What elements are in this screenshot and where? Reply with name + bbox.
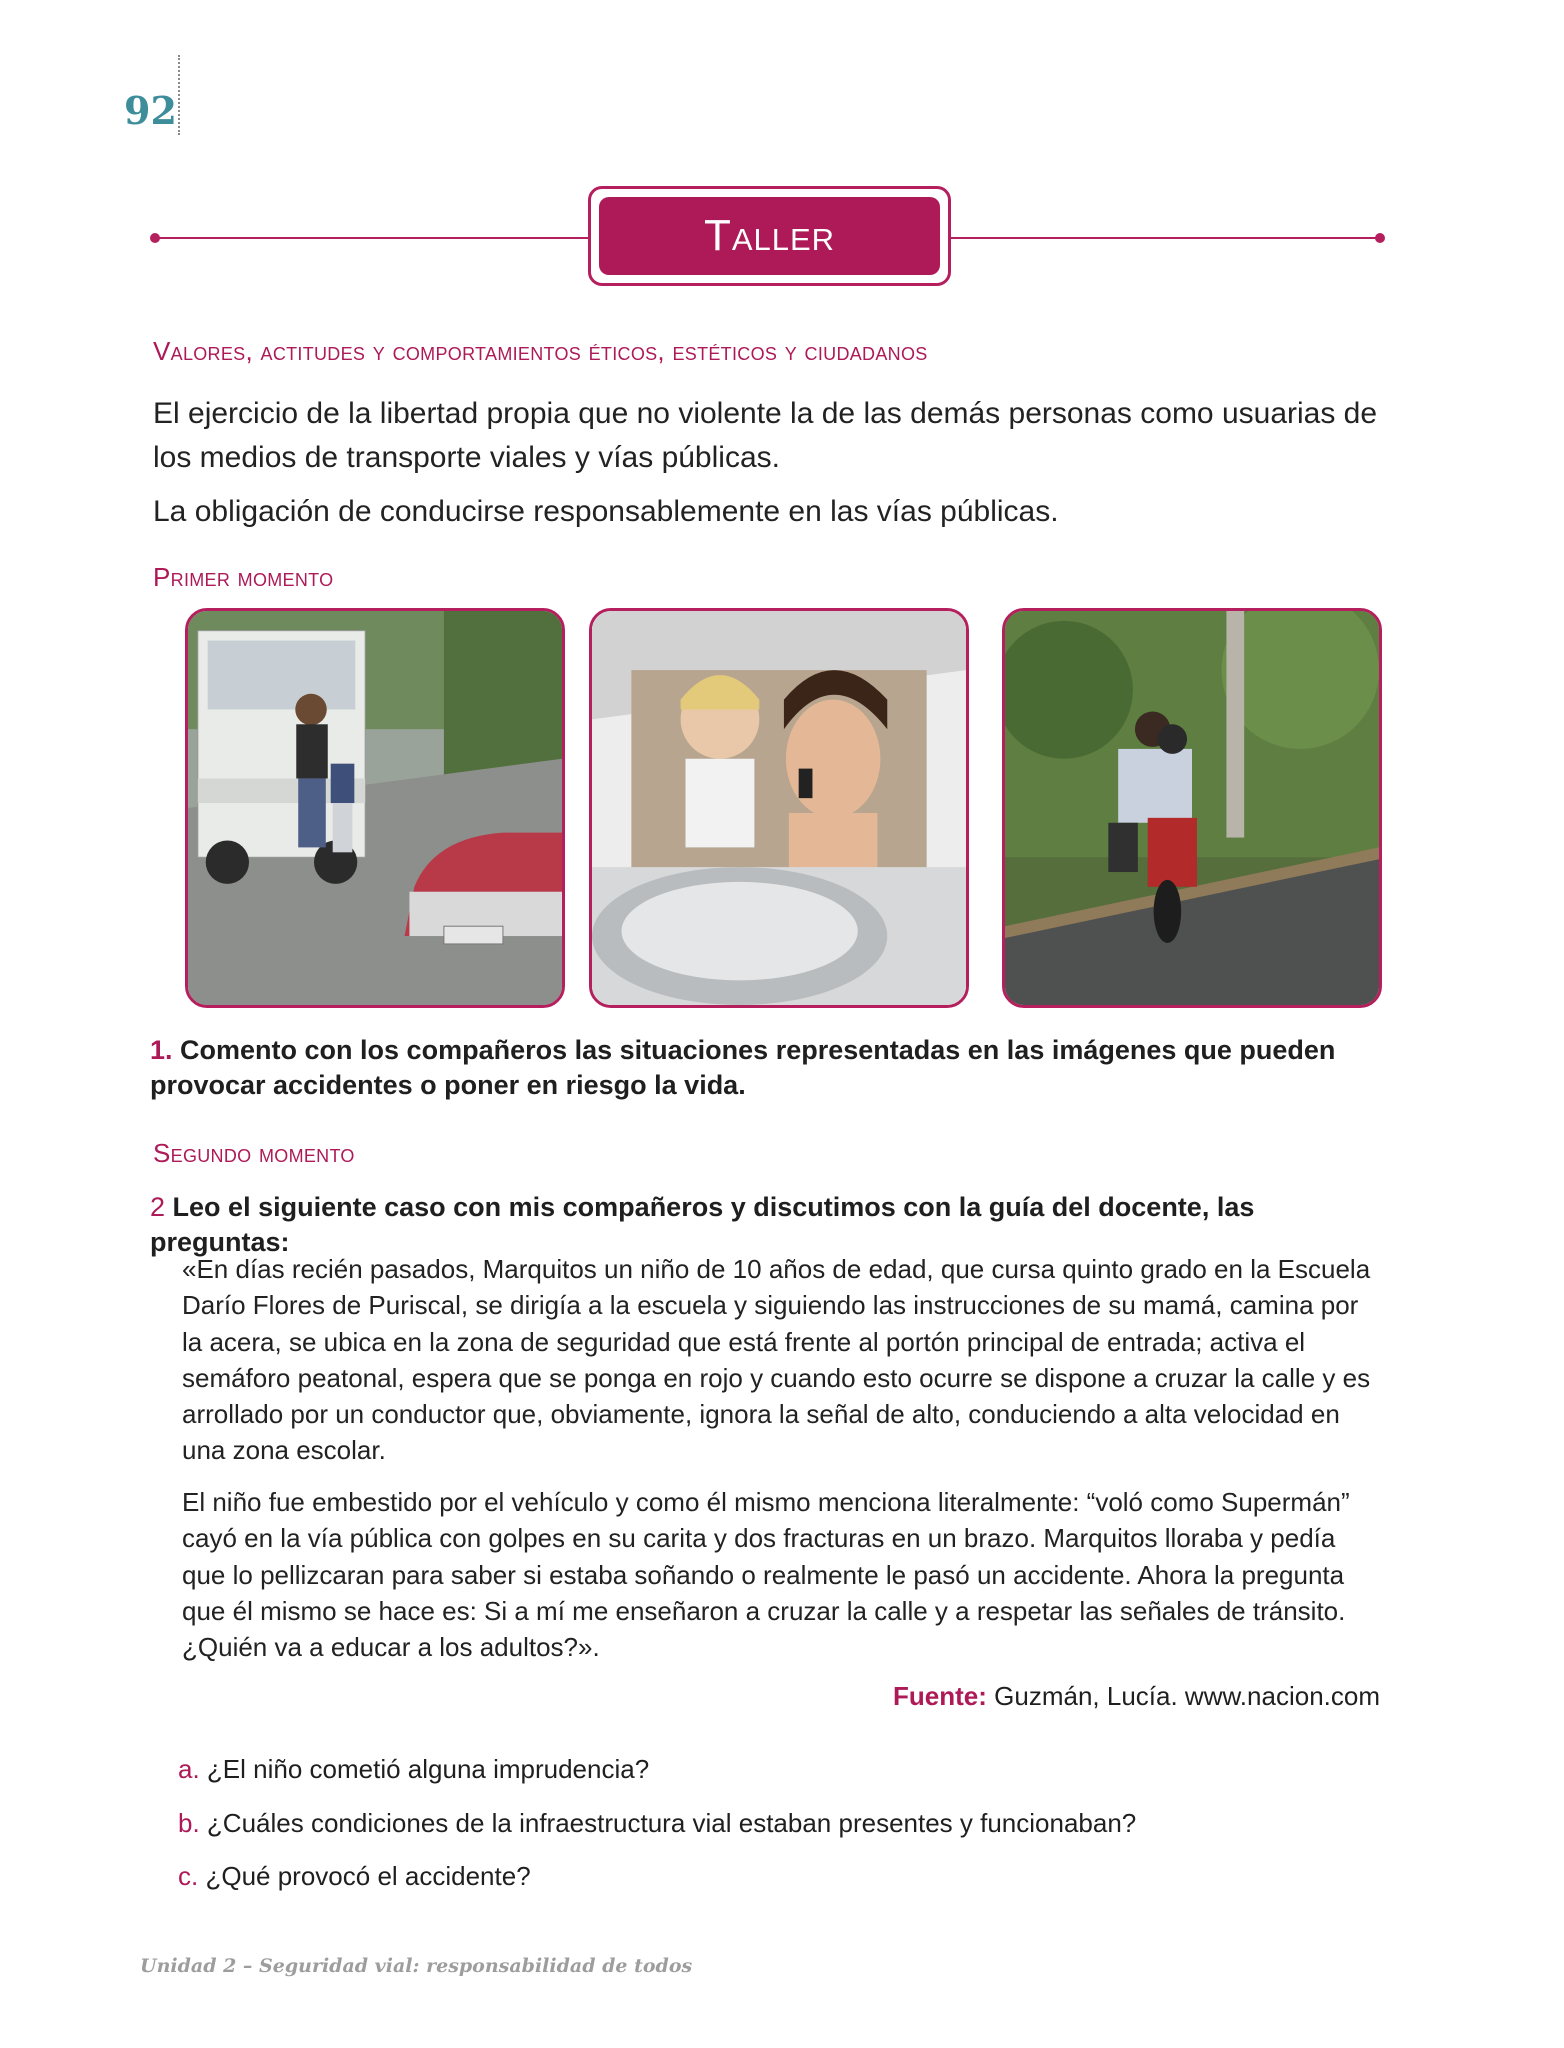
activity-1-text: Comento con los compañeros las situaciones representadas en las imágenes que pueden provocar accidentes o poner en riesgo la vida.	[150, 1035, 1336, 1100]
question-b-letter: b.	[178, 1808, 200, 1838]
activity-2-text: Leo el siguiente caso con mis compañeros y discutimos con la guía del docente, las preguntas:	[150, 1192, 1255, 1257]
source-label: Fuente:	[893, 1681, 987, 1711]
activity-2-number: 2	[150, 1192, 166, 1222]
segundo-momento-heading: Segundo momento	[153, 1138, 355, 1168]
lead-paragraph-1: El ejercicio de la libertad propia que no violente la de las demás personas como usuarias de los medios de transporte viales y vías públicas.	[153, 397, 1378, 474]
activity-1-number: 1.	[150, 1035, 173, 1065]
question-a-text: ¿El niño cometió alguna imprudencia?	[206, 1754, 650, 1784]
question-c-text: ¿Qué provocó el accidente?	[205, 1861, 531, 1891]
title-box	[599, 197, 940, 275]
photo-driver-on-phone	[589, 608, 969, 1008]
source-text: Guzmán, Lucía. www.nacion.com	[994, 1681, 1380, 1711]
title-line-right	[951, 237, 1381, 239]
activity-1	[150, 1033, 1385, 1103]
case-quote-paragraph-1: «En días recién pasados, Marquitos un niño de 10 años de edad, que cursa quinto grado en la Escuela Darío Flores de Puriscal, se dirigía a la escuela y siguiendo las instrucciones de su mamá, camina por la acera, se ubica en la zona de seguridad que está frente al portón principal de entrada; activa el semáforo peatonal, espera que se ponga en rojo y cuando esto ocurre se dispone a cruzar la calle y es arrollado por un conductor que, obviamente, ignora la señal de alto, conduciendo a alta velocidad en una zona escolar.	[182, 1254, 1371, 1466]
page-title: Taller	[703, 211, 836, 260]
photo-motorcycle-riders	[1002, 608, 1382, 1008]
case-quote-paragraph-2: El niño fue embestido por el vehículo y como él mismo menciona literalmente: “voló como Supermán” cayó en la vía pública con golpes en su carita y dos fracturas en un brazo. Marquitos lloraba y pedía que lo pellizcaran para saber si estaba soñando o realmente le pasó un accidente. Ahora la pregunta que él mismo se hace es: Si a mí me enseñaron a cruzar la calle y a respetar las señales de tránsito. ¿Quién va a educar a los adultos?».	[182, 1487, 1350, 1663]
activity-2	[150, 1190, 1385, 1260]
primer-momento-heading: Primer momento	[153, 562, 334, 592]
lead-paragraph-2: La obligación de conducirse responsablemente en las vías públicas.	[153, 495, 1059, 528]
question-c-letter: c.	[178, 1861, 199, 1891]
title-line-left	[153, 237, 590, 239]
values-heading: Valores, actitudes y comportamientos éticos, estéticos y ciudadanos	[153, 336, 928, 366]
page-number: 92	[124, 88, 177, 133]
question-b-text: ¿Cuáles condiciones de la infraestructura vial estaban presentes y funcionaban?	[206, 1808, 1137, 1838]
title-line-right-dot	[1375, 233, 1385, 243]
page-footer: Unidad 2 – Seguridad vial: responsabilidad de todos	[140, 1955, 693, 1977]
photo-pedestrians-crossing	[185, 608, 565, 1008]
question-a	[178, 1752, 649, 1786]
question-b	[178, 1806, 1136, 1840]
source-citation	[600, 1681, 1380, 1712]
page-number-divider	[178, 55, 180, 135]
question-c	[178, 1859, 531, 1893]
title-frame	[588, 186, 951, 286]
question-a-letter: a.	[178, 1754, 200, 1784]
